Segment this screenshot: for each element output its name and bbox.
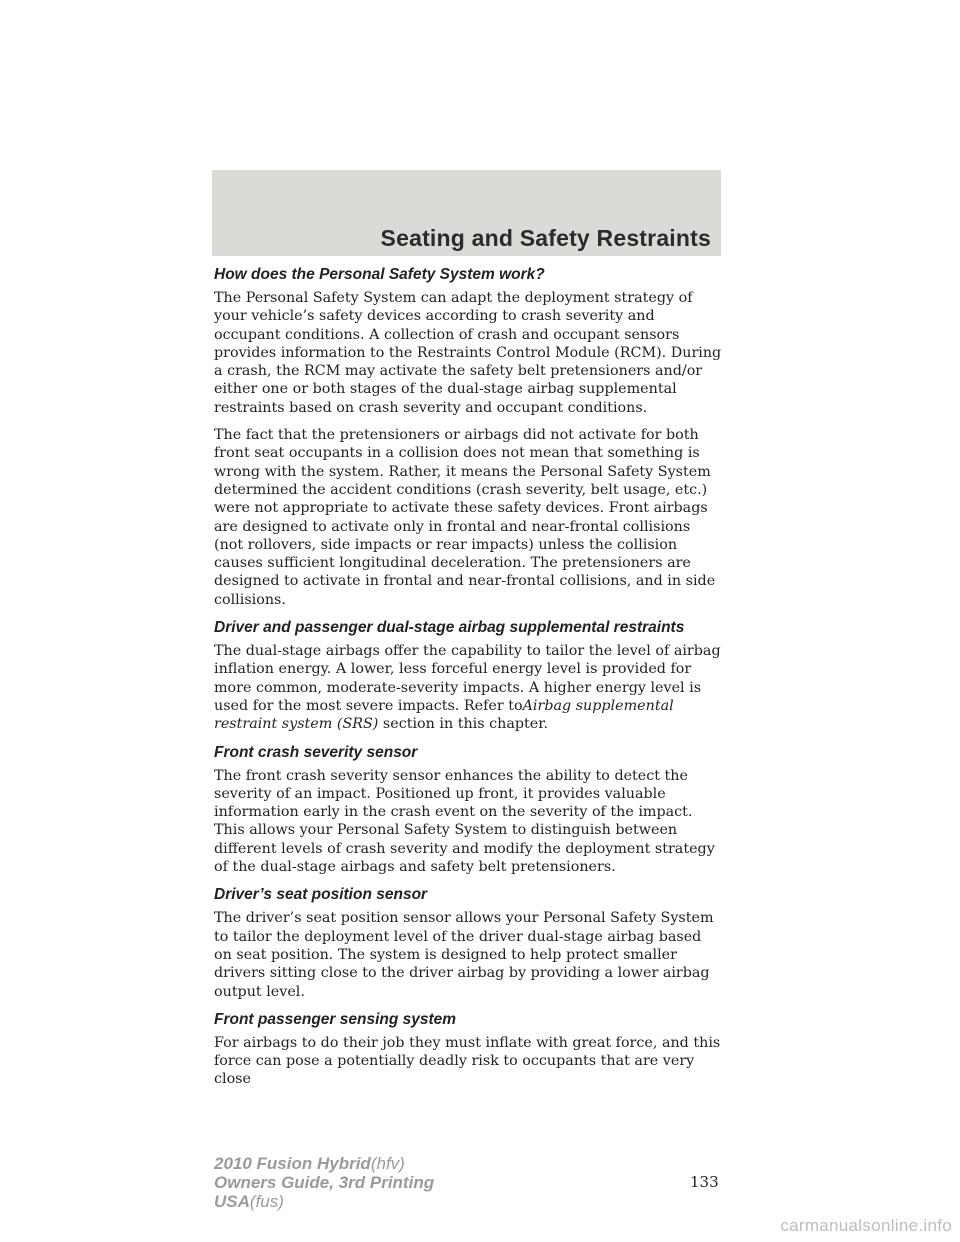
watermark: carmanualsonline.info [780, 1216, 952, 1235]
paragraph: The front crash severity sensor enhances the ability to detect the severity of an impact. Positioned up front, it provides valuable information early in the crash event on the severity of the impact. This allows your Personal Safety System to distinguish between different levels of crash severity and modify the deployment strategy of the dual-stage airbags and safety belt pretensioners. [214, 767, 715, 876]
paragraph-text: section in this chapter. [382, 716, 549, 733]
section-title: Seating and Safety Restraints [380, 225, 711, 251]
footer-model-code: (hfv) [370, 1154, 405, 1173]
footer-line-1 [214, 1154, 434, 1173]
heading-front-crash-sensor: Front crash severity sensor [214, 743, 418, 761]
heading-passenger-sensing: Front passenger sensing system [214, 1010, 457, 1028]
paragraph-text: The dual-stage airbags offer the capability to tailor the level of airbag inflation energy. A lower, less forceful energy level is provided for more common, moderate-severity impacts. A higher energy level is used for the most severe impacts. Refer to [214, 643, 721, 714]
paragraph: The driver’s seat position sensor allows your Personal Safety System to tailor the deployment level of the driver dual-stage airbag based on seat position. The system is designed to help protect smaller drivers sitting close to the driver airbag by providing a lower airbag output level. [214, 910, 714, 1000]
page-number: 133 [690, 1173, 719, 1191]
footer-market: USA [214, 1192, 250, 1211]
document-footer [214, 1154, 434, 1211]
footer-line-3 [214, 1192, 434, 1211]
paragraph [214, 642, 722, 733]
heading-pss-how: How does the Personal Safety System work? [214, 266, 545, 283]
paragraph: For airbags to do their job they must inflate with great force, and this force can pose a potentially deadly risk to occupants that are very close [214, 1034, 721, 1088]
heading-seat-position-sensor: Driver’s seat position sensor [214, 886, 428, 904]
footer-model: 2010 Fusion Hybrid [214, 1154, 371, 1173]
section-header-band [212, 170, 721, 256]
cross-reference: Airbag supplemental restraint system (SRS) [214, 697, 674, 733]
footer-line-2: Owners Guide, 3rd Printing [214, 1173, 435, 1192]
heading-dual-stage-airbags: Driver and passenger dual-stage airbag supplemental restraints [214, 619, 685, 637]
page-content [214, 265, 722, 1098]
footer-market-code: (fus) [249, 1192, 284, 1211]
paragraph: The Personal Safety System can adapt the deployment strategy of your vehicle’s safety devices according to crash severity and occupant conditions. A collection of crash and occupant sensors provides information to the Restraints Control Module (RCM). During a crash, the RCM may activate the safety belt pretensioners and/or either one or both stages of the dual-stage airbag supplemental restraints based on crash severity and occupant conditions. [214, 290, 722, 416]
paragraph: The fact that the pretensioners or airbags did not activate for both front seat occupants in a collision does not mean that something is wrong with the system. Rather, it means the Personal Safety System determined the accident conditions (crash severity, belt usage, etc.) were not appropriate to activate these safety devices. Front airbags are designed to activate only in frontal and near-frontal collisions (not rollovers, side impacts or rear impacts) unless the collision causes sufficient longitudinal deceleration. The pretensioners are designed to activate in frontal and near-frontal collisions, and in side collisions. [214, 427, 716, 608]
